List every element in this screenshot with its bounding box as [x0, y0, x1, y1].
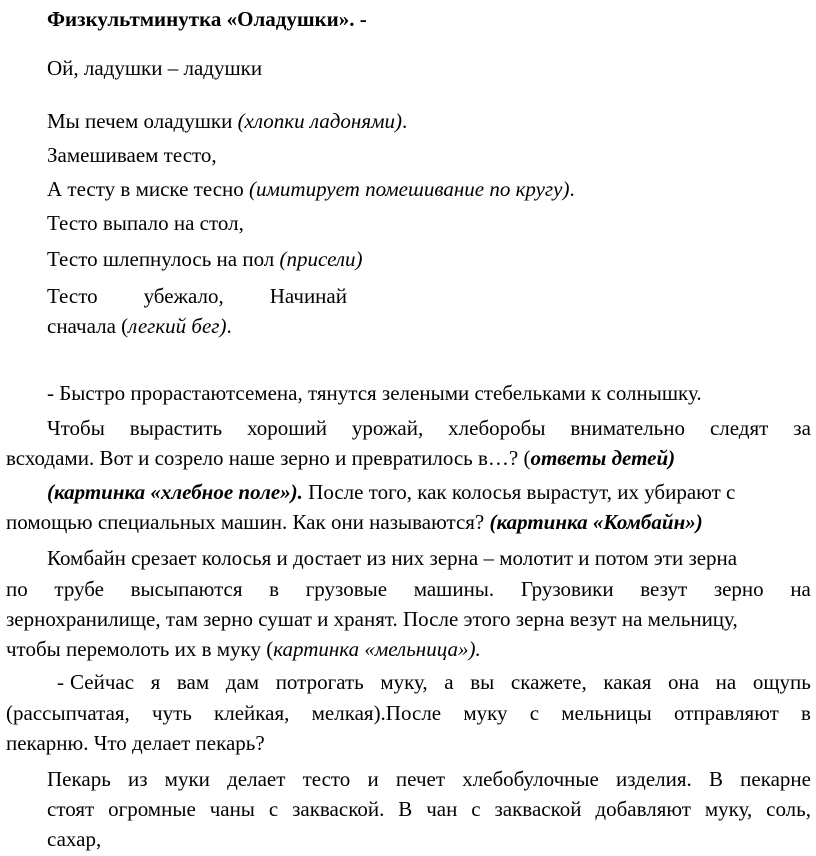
- word: хороший: [247, 416, 327, 440]
- paragraph-1-text: Быстро прорастаютсемена, тянутся зелеными стебельками к солнышку.: [59, 381, 702, 405]
- word: огромные: [108, 797, 196, 821]
- word: дам: [225, 670, 260, 694]
- word: потрогать: [275, 670, 364, 694]
- poem-line-8: [47, 313, 232, 339]
- word: добавляют: [595, 797, 691, 821]
- word: вам: [176, 670, 210, 694]
- paragraph-5-line-3: пекарню. Что делает пекарь?: [6, 731, 265, 755]
- word: зерно: [713, 577, 764, 601]
- list-dash: -: [47, 381, 54, 405]
- word: Сейчас: [70, 670, 135, 694]
- word: и: [367, 767, 379, 791]
- paragraph-6-line-1: [47, 766, 811, 792]
- word: чуть: [152, 701, 192, 725]
- word: пекарне: [740, 767, 811, 791]
- word: вырастить: [129, 416, 223, 440]
- word: отправляют: [673, 701, 779, 725]
- word: с: [529, 701, 540, 725]
- paragraph-3-note-2: (картинка «Комбайн»): [489, 510, 703, 534]
- word: В: [398, 797, 413, 821]
- word: закваской: [494, 797, 582, 821]
- poem-word: убежало,: [143, 284, 224, 308]
- word: вы: [470, 670, 495, 694]
- poem-line-6: [47, 246, 363, 272]
- word: машины.: [413, 577, 495, 601]
- word: клейкая,: [214, 701, 290, 725]
- word: грузовые: [305, 577, 388, 601]
- poem-line-6-note: (присели): [279, 247, 363, 271]
- paragraph-5-line-2: [6, 700, 811, 726]
- paragraph-3-text-1: После того, как колосья вырастут, их убирают с: [302, 480, 736, 504]
- word: высыпаются: [130, 577, 243, 601]
- word: соль,: [766, 797, 811, 821]
- word: муку: [463, 701, 508, 725]
- paragraph-6-line-3: сахар,: [47, 827, 102, 851]
- paragraph-5-dash: -: [57, 670, 64, 694]
- word: за: [793, 416, 811, 440]
- poem-line-3: Замешиваем тесто,: [47, 143, 217, 167]
- word: в: [269, 577, 280, 601]
- word: скажете,: [510, 670, 587, 694]
- word: урожай,: [351, 416, 424, 440]
- word: с: [471, 797, 481, 821]
- poem-line-4-end: .: [569, 177, 575, 201]
- paragraph-3-line-1: [47, 479, 735, 505]
- word: мельницы: [561, 701, 652, 725]
- word: какая: [603, 670, 652, 694]
- paragraph-4-line-2: [6, 576, 811, 602]
- poem-line-5: Тесто выпало на стол,: [47, 211, 244, 235]
- word: тесто: [302, 767, 351, 791]
- doc-title: Физкультминутка «Оладушки». -: [47, 7, 367, 31]
- word: муку,: [704, 797, 753, 821]
- word: изделия.: [615, 767, 692, 791]
- word: следят: [709, 416, 769, 440]
- poem-line-4: [47, 176, 575, 202]
- word: закваской.: [292, 797, 385, 821]
- poem-line-4-note: (имитирует помешивание по кругу): [249, 177, 570, 201]
- word: мелкая).После: [311, 701, 442, 725]
- word: муку,: [380, 670, 428, 694]
- paragraph-1: [47, 380, 702, 406]
- word: по: [6, 577, 28, 601]
- poem-line-2: [47, 108, 407, 134]
- poem-line-7: [47, 283, 347, 309]
- word: чан: [426, 797, 458, 821]
- word: с: [268, 797, 279, 821]
- word: чаны: [209, 797, 255, 821]
- paragraph-3-line-2: [6, 509, 703, 535]
- paragraph-2-text: всходами. Вот и созрело наше зерно и превратилось в…? (: [6, 446, 531, 470]
- word: Чтобы: [47, 416, 105, 440]
- word: из: [127, 767, 148, 791]
- paragraph-4-note: картинка «мельница»).: [273, 637, 481, 661]
- word: в: [801, 701, 811, 725]
- paragraph-4-line-4: [6, 636, 481, 662]
- word: В: [708, 767, 723, 791]
- word: трубе: [54, 577, 104, 601]
- paragraph-2-line-2: [6, 445, 675, 471]
- paragraph-4-line-1: Комбайн срезает колосья и достает из них зерна – молотит и потом эти зерна: [47, 546, 738, 570]
- poem-line-8-text: сначала (: [47, 314, 129, 338]
- word: Грузовики: [520, 577, 614, 601]
- word: на: [715, 670, 737, 694]
- poem-line-4-text: А тесту в миске тесно: [47, 177, 244, 201]
- paragraph-2-note: ответы детей): [530, 446, 676, 470]
- word: она: [668, 670, 700, 694]
- paragraph-5-line-1: [70, 669, 811, 695]
- poem-word: Тесто: [47, 284, 98, 308]
- paragraph-2-line-1: [47, 415, 811, 441]
- poem-line-8-end: .: [226, 314, 232, 338]
- paragraph-6-line-2: [47, 796, 811, 822]
- word: муки: [164, 767, 210, 791]
- word: я: [150, 670, 161, 694]
- paragraph-4-line-3: зернохранилище, там зерно сушат и хранят. После этого зерна везут на мельницу,: [6, 607, 738, 631]
- paragraph-3-text-2: помощью специальных машин. Как они называются?: [6, 510, 490, 534]
- word: ощупь: [752, 670, 811, 694]
- poem-line-6-text: Тесто шлепнулось на пол: [47, 247, 275, 271]
- word: везут: [640, 577, 688, 601]
- word: печет: [395, 767, 446, 791]
- word: делает: [227, 767, 286, 791]
- word: (рассыпчатая,: [6, 701, 130, 725]
- word: а: [444, 670, 454, 694]
- word: стоят: [47, 797, 95, 821]
- poem-line-2-text: Мы печем оладушки: [47, 109, 233, 133]
- word: внимательно: [570, 416, 685, 440]
- word: хлебобулочные: [462, 767, 599, 791]
- paragraph-3-note-1: (картинка «хлебное поле»).: [47, 480, 303, 504]
- word: на: [790, 577, 811, 601]
- word: хлеборобы: [448, 416, 546, 440]
- poem-word: Начинай: [269, 284, 347, 308]
- paragraph-4-text: чтобы перемолоть их в муку (: [6, 637, 274, 661]
- poem-line-2-note: (хлопки ладонями): [237, 109, 402, 133]
- word: Пекарь: [47, 767, 111, 791]
- poem-line-8-note: легкий бег): [128, 314, 227, 338]
- poem-line-2-end: .: [401, 109, 408, 133]
- poem-line-1: Ой, ладушки – ладушки: [47, 56, 263, 80]
